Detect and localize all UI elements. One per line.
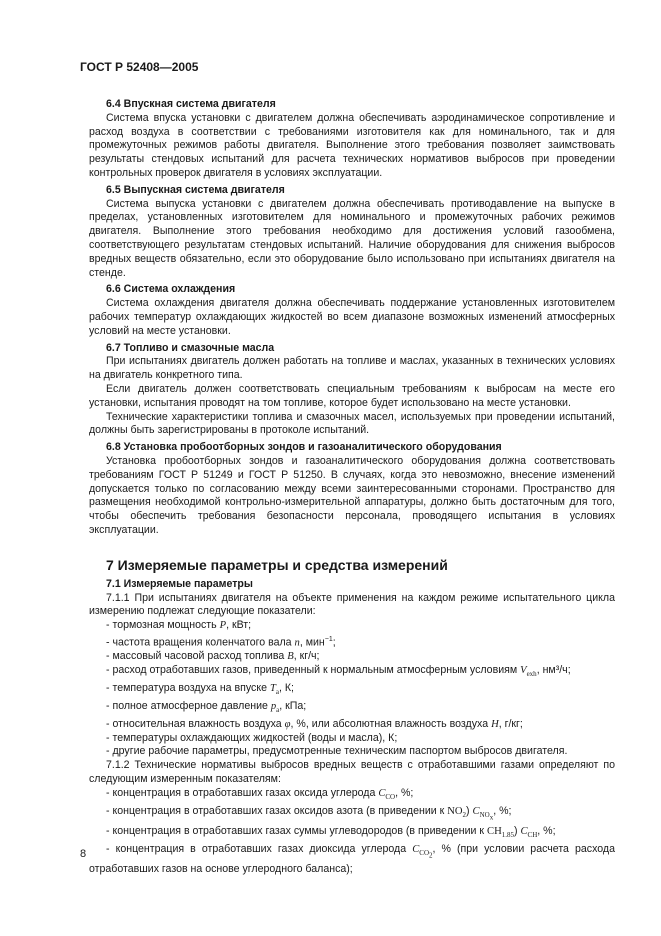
paragraph: Технические характеристики топлива и смазочных масел, используемых при проведении испытаний, должны быть зарегистрированы в протоколе испытаний. xyxy=(89,410,615,437)
section-heading: 6.6 Система охлаждения xyxy=(106,283,236,296)
list-item: - концентрация в отработавших газах оксидов азота (в приведении к $NO_2$) $C_{NO_x}$, %; xyxy=(106,804,512,822)
paragraph: Система охлаждения двигателя должна обеспечивать поддержание установленных изготовителем рабочих температур охлаждающих жидкостей во всем диапазоне возможных изменений атмосферных условий на месте установки. xyxy=(89,297,615,337)
page-number: 8 xyxy=(80,848,87,860)
paragraph: 7.1.1 При испытаниях двигателя на объекте применения на каждом режиме испытательного цикла измерению подлежат следующие показатели: xyxy=(89,591,615,618)
paragraph: При испытаниях двигатель должен работать на топливе и маслах, указанных в технических условиях на двигатель конкретного типа. xyxy=(89,355,615,382)
list-item: - концентрация в отработавших газах оксида углерода $C_{CO}$, %; xyxy=(106,786,414,801)
section-heading: 6.5 Выпускная система двигателя xyxy=(106,183,285,196)
section-heading: 6.7 Топливо и смазочные масла xyxy=(106,341,275,354)
list-item: - массовый часовой расход топлива B, кг/ч; xyxy=(106,650,320,663)
paragraph: Система впуска установки с двигателем должна обеспечивать аэродинамическое сопротивление и расход воздуха в соответствии с требованиями изготовителя как для номинального, так и для промежуточных режимов работы двигателя. Выполнение этого требования позволяет заимствовать результаты стендовых испытаний для расчета технических нормативов выбросов при проведении контрольных проверок двигателя в условиях эксплуатации. xyxy=(89,111,615,179)
list-item: - другие рабочие параметры, предусмотренные техническим паспортом выбросов двигателя. xyxy=(106,745,568,758)
list-item: - относительная влажность воздуха φ, %, или абсолютная влажность воздуха H, г/кг; xyxy=(106,717,523,730)
list-item: - частота вращения коленчатого вала n, мин$^{-1}$; xyxy=(106,635,336,649)
paragraph: Если двигатель должен соответствовать специальным требованиям к выбросам на месте его установки, испытания проводят на том топливе, которое будет использовано на месте установки. xyxy=(89,382,615,409)
list-item: - полное атмосферное давление $p_a$, кПа; xyxy=(106,699,307,714)
concentration-list xyxy=(89,787,615,877)
chapter-heading: 7 Измеряемые параметры и средства измерений xyxy=(106,556,448,573)
document-header: ГОСТ Р 52408—2005 xyxy=(80,60,199,74)
section-heading: 6.4 Впускная система двигателя xyxy=(106,98,276,110)
list-item: - расход отработавших газов, приведенный к нормальным атмосферным условиям $V_{exh}$, нм³/ч; xyxy=(106,664,571,679)
list-item: - температуры охлаждающих жидкостей (воды и масла), К; xyxy=(106,731,398,744)
section-heading: 6.8 Установка пробоотборных зондов и газоаналитического оборудования xyxy=(106,441,502,454)
list-item: - концентрация в отработавших газах суммы углеводородов (в приведении к $CH_{1.85}$) $C_{CH}$, %; xyxy=(106,824,556,840)
page-content xyxy=(89,98,615,877)
parameter-list xyxy=(89,619,615,759)
paragraph: Установка пробоотборных зондов и газоаналитического оборудования должна соответствовать требованиям ГОСТ Р 51249 и ГОСТ Р 51250. В случаях, когда это невозможно, внесение изменений допускается только по согласованию между всеми заинтересованными сторонами. Пространство для размещения необходимой контрольно-измерительной аппаратуры, должно быть достаточным для того, чтобы обеспечить требования безопасности персонала, проводящего испытания в условиях эксплуатации. xyxy=(89,454,615,536)
list-item: - температура воздуха на впуске $T_a$, К; xyxy=(106,681,294,697)
list-item: - тормозная мощность P, кВт; xyxy=(106,619,252,632)
paragraph: 7.1.2 Технические нормативы выбросов вредных веществ с отработавшими газами определяют по следующим измеренным показателям: xyxy=(89,759,615,785)
section-heading: 7.1 Измеряемые параметры xyxy=(106,577,253,590)
paragraph: Система выпуска установки с двигателем должна обеспечивать противодавление на выпуске в пределах, установленных изготовителем для номинального и промежуточных рабочих режимов двигателя. Выполнение этого требования необходимо для достижения условий газообмена, соответствующего результатам стендовых испытаний. Наличие оборудования для снижения выбросов вредных веществ обязательно, если это оборудование было использовано при испытаниях двигателя на стенде. xyxy=(89,197,615,279)
list-item: - концентрация в отработавших газах диоксида углерода $C_{CO_2}$, % (при условии расчета расхода отработавших газов на основе углеродного баланса); xyxy=(89,842,616,876)
